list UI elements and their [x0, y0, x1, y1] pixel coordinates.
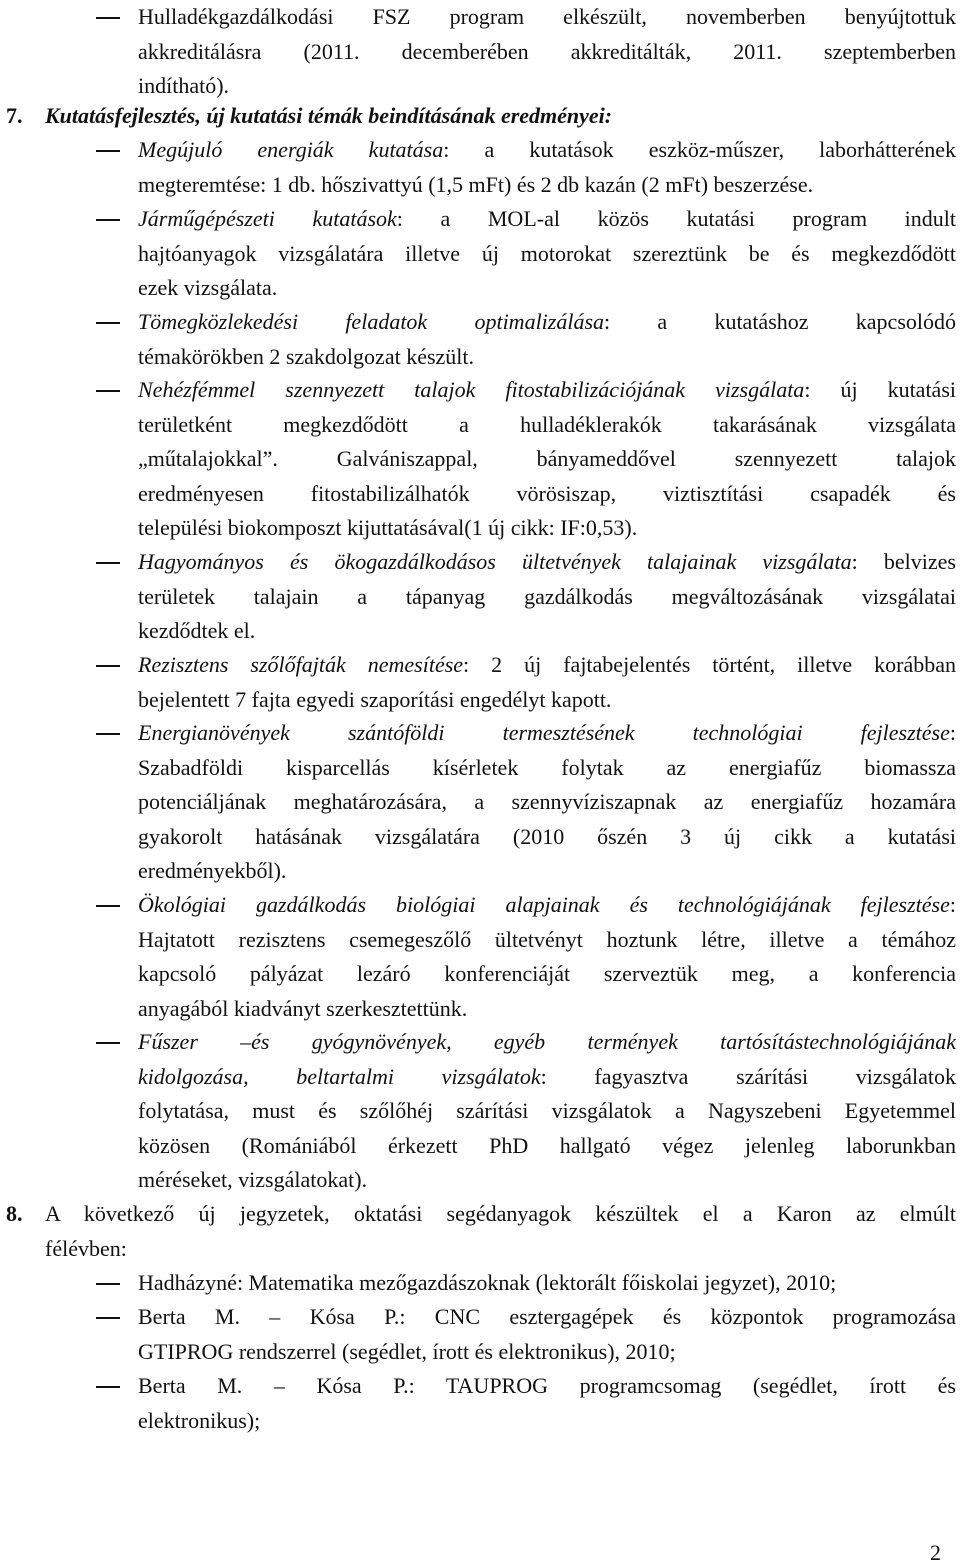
dash-bullet	[96, 390, 120, 392]
dash-bullet	[96, 1386, 120, 1388]
page-number: 2	[930, 1540, 941, 1565]
dash-bullet	[96, 905, 120, 907]
dash-bullet	[96, 1317, 120, 1319]
dash-bullet	[96, 322, 120, 324]
dash-bullet	[96, 219, 120, 221]
dash-bullet	[96, 17, 120, 19]
dash-bullet	[96, 150, 120, 152]
dash-bullet	[96, 665, 120, 667]
item-text: Hulladékgazdálkodási FSZ program elkészült, novemberben benyújtottuk akkreditálásra (2011. decemberében akkreditálták, 2011. szeptemberben indítható).	[138, 4, 956, 98]
dash-bullet	[96, 733, 120, 735]
dash-bullet	[96, 1042, 120, 1044]
document-page: Hulladékgazdálkodási FSZ program elkészült, novemberben benyújtottuk akkreditálásra (2011. decemberében akkreditálták, 2011. szeptemberben indítható). 7. Kutatásfejlesztés, új kutatási témák beindításának eredményei: Megújuló energiák kutatása: a kutatások eszköz-műszer, laborhátterének megteremtése: 1 db. hőszivattyú (1,5 mFt) és 2 db kazán (2 mFt) beszerzése. Járműgépészeti kutatások: a MOL-al közös kutatási program indult hajtóanyagok vizsgálatára illetve új motorokat szereztünk be és megkezdődött ezek vizsgálata. Tömegközlekedési feladatok optimalizálása: a kutatáshoz kapcsolódó témakörökben 2 szakdolgozat készült. Nehézfémmel szennyezett talajok fitostabilizációjának vizsgálata: új kutatási területként megkezdődött a hulladéklerakók takarásának vizsgálata „műtalajokkal”. Galvániszappal, bányameddővel szennyezett talajok eredményesen fitostabilizálhatók vörösiszap, viztisztítási csapadék és települési biokomposzt kijuttatásával(1 új cikk: IF:0,53). Hagyományos és ökogazdálkodásos ültetvények talajainak vizsgálata: belvizes területek talajain a tápanyag gazdálkodás megváltozásának vizsgálatai kezdődtek el. Rezisztens szőlőfajták nemesítése: 2 új fajtabejelentés történt, illetve korábban bejelentett 7 fajta egyedi szaporítási engedélyt kapott. Energianövények szántóföldi termesztésének technológiai fejlesztése: Szabadföldi kisparcellás kísérletek folytak az energiafűz biomassza potenciáljának meghatározására, a szennyvíziszapnak az energiafűz hozamára gyakorolt hatásának vizsgálatára (2010 őszén 3 új cikk a kutatási eredményekből). Ökológiai gazdálkodás biológiai alapjainak és technológiájának fejlesztése: Hajtatott rezisztens csemegeszőlő ültetvényt hoztunk létre, illetve a témához kapcsoló pályázat lezáró konferenciáját szerveztük meg, a konferencia anyagából kiadványt szerkesztettünk. Fűszer –és gyógynövények, egyéb termények tartósítástechnológiájának kidolgozása, beltartalmi vizsgálatok: fagyasztva szárítási vizsgálatok folytatása, must és szőlőhéj szárítási vizsgálatok a Nagyszebeni Egyetemmel közösen (Romániából érkezett PhD hallgató végez jelenleg laborunkban méréseket, vizsgálatokat). 8. A következő új jegyzetek, oktatási segédanyagok készültek el a Karon az elmúlt félévben: Hadházyné: Matematika mezőgazdászoknak (lektorált főiskolai jegyzet), 2010; Berta M. – Kósa P.: CNC esztergagépek és központok programozása GTIPROG rendszerrel (segédlet, írott és elektronikus), 2010; Berta M. – Kósa P.: TAUPROG programcsomag (segédlet, írott és elektronikus); 2	[0, 0, 960, 1566]
dash-bullet	[96, 1283, 120, 1285]
dash-bullet	[96, 562, 120, 564]
